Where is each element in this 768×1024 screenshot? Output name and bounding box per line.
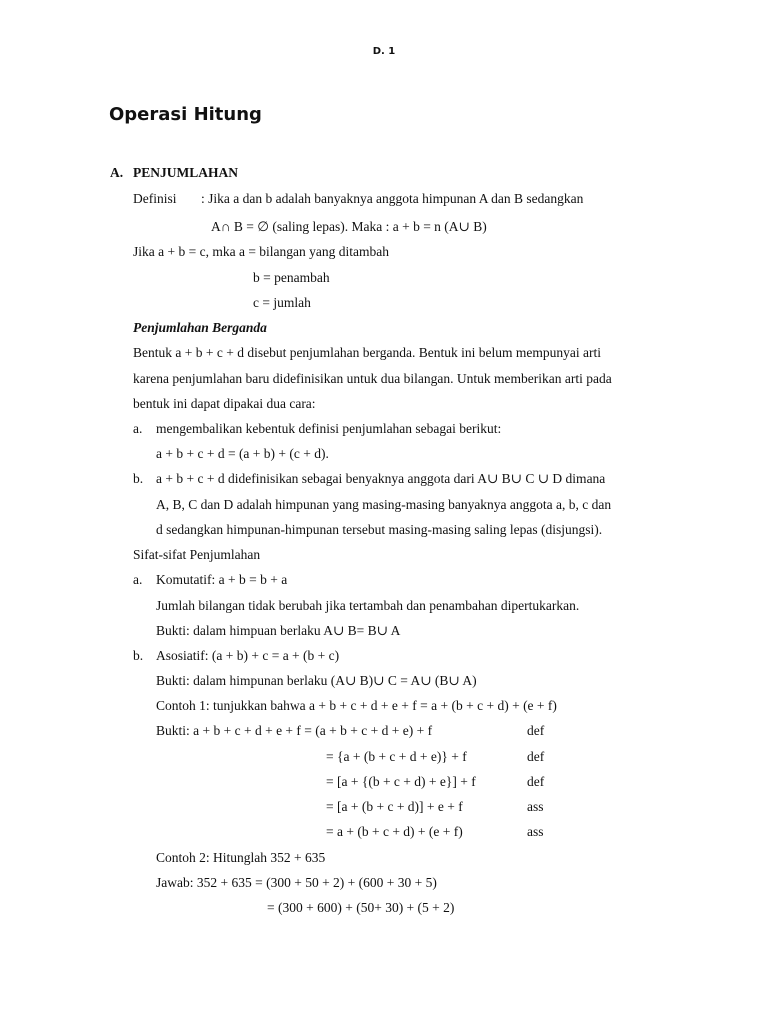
property-proof: Bukti: dalam himpunan berlaku (A∪ B)∪ C = A∪ (B∪ A) [156,673,477,688]
proof-step-expr: = a + (b + c + d) + (e + f) [326,824,463,839]
c-definition: c = jumlah [253,295,311,310]
property-asosiatif: Asosiatif: (a + b) + c = a + (b + c) [156,648,340,663]
list-item-text: d sedangkan himpunan-himpunan tersebut masing-masing saling lepas (disjungsi). [156,522,603,537]
property-proof: Bukti: dalam himpuan berlaku A∪ B= B∪ A [156,623,401,638]
example-1: Contoh 1: tunjukkan bahwa a + b + c + d + e + f = a + (b + c + d) + (e + f) [156,698,557,713]
proof-step-reason: def [527,774,545,789]
answer-line: = (300 + 600) + (50+ 30) + (5 + 2) [267,900,455,915]
list-marker: b. [133,648,144,663]
paragraph-line: bentuk ini dapat dipakai dua cara: [133,396,316,411]
property-komutatif: Komutatif: a + b = b + a [156,572,288,587]
formula-line: a + b + c + d = (a + b) + (c + d). [156,446,329,461]
subsection-heading-sifat: Sifat-sifat Penjumlahan [133,547,261,562]
proof-step-reason: def [527,723,545,738]
list-marker: a. [133,572,143,587]
proof-step-reason: ass [527,799,544,814]
proof-step-reason: def [527,749,545,764]
list-marker: a. [133,421,143,436]
definition-text: : Jika a dan b adalah banyaknya anggota himpunan A dan B sedangkan [201,191,584,206]
list-item-text: A, B, C dan D adalah himpunan yang masing-masing banyaknya anggota a, b, c dan [156,497,612,512]
section-heading: PENJUMLAHAN [133,165,238,180]
subsection-heading-berganda: Penjumlahan Berganda [133,320,267,335]
answer-line: Jawab: 352 + 635 = (300 + 50 + 2) + (600 + 30 + 5) [156,875,437,890]
list-marker: b. [133,471,144,486]
definition-formula: A∩ B = ∅ (saling lepas). Maka : a + b = n (A∪ B) [211,219,487,234]
b-definition: b = penambah [253,270,330,285]
proof-step-expr: = [a + (b + c + d)] + e + f [326,799,463,814]
section-marker: A. [110,165,124,180]
definition-label: Definisi [133,191,177,206]
list-item-text: mengembalikan kebentuk definisi penjumlahan sebagai berikut: [156,421,502,436]
page-number: D. 1 [372,46,396,57]
page-title: Operasi Hitung [109,104,262,125]
proof-step-expr: Bukti: a + b + c + d + e + f = (a + b + c + d + e) + f [156,723,433,738]
jika-line: Jika a + b = c, mka a = bilangan yang ditambah [133,244,390,259]
paragraph-line: Bentuk a + b + c + d disebut penjumlahan berganda. Bentuk ini belum mempunyai arti [133,345,601,360]
example-2: Contoh 2: Hitunglah 352 + 635 [156,850,326,865]
proof-step-reason: ass [527,824,544,839]
paragraph-line: karena penjumlahan baru didefinisikan untuk dua bilangan. Untuk memberikan arti pada [133,371,612,386]
list-item-text: a + b + c + d didefinisikan sebagai benyaknya anggota dari A∪ B∪ C ∪ D dimana [156,471,606,486]
proof-step-expr: = {a + (b + c + d + e)} + f [326,749,467,764]
proof-step-expr: = [a + {(b + c + d) + e}] + f [326,774,476,789]
property-description: Jumlah bilangan tidak berubah jika tertambah dan penambahan dipertukarkan. [156,598,580,613]
